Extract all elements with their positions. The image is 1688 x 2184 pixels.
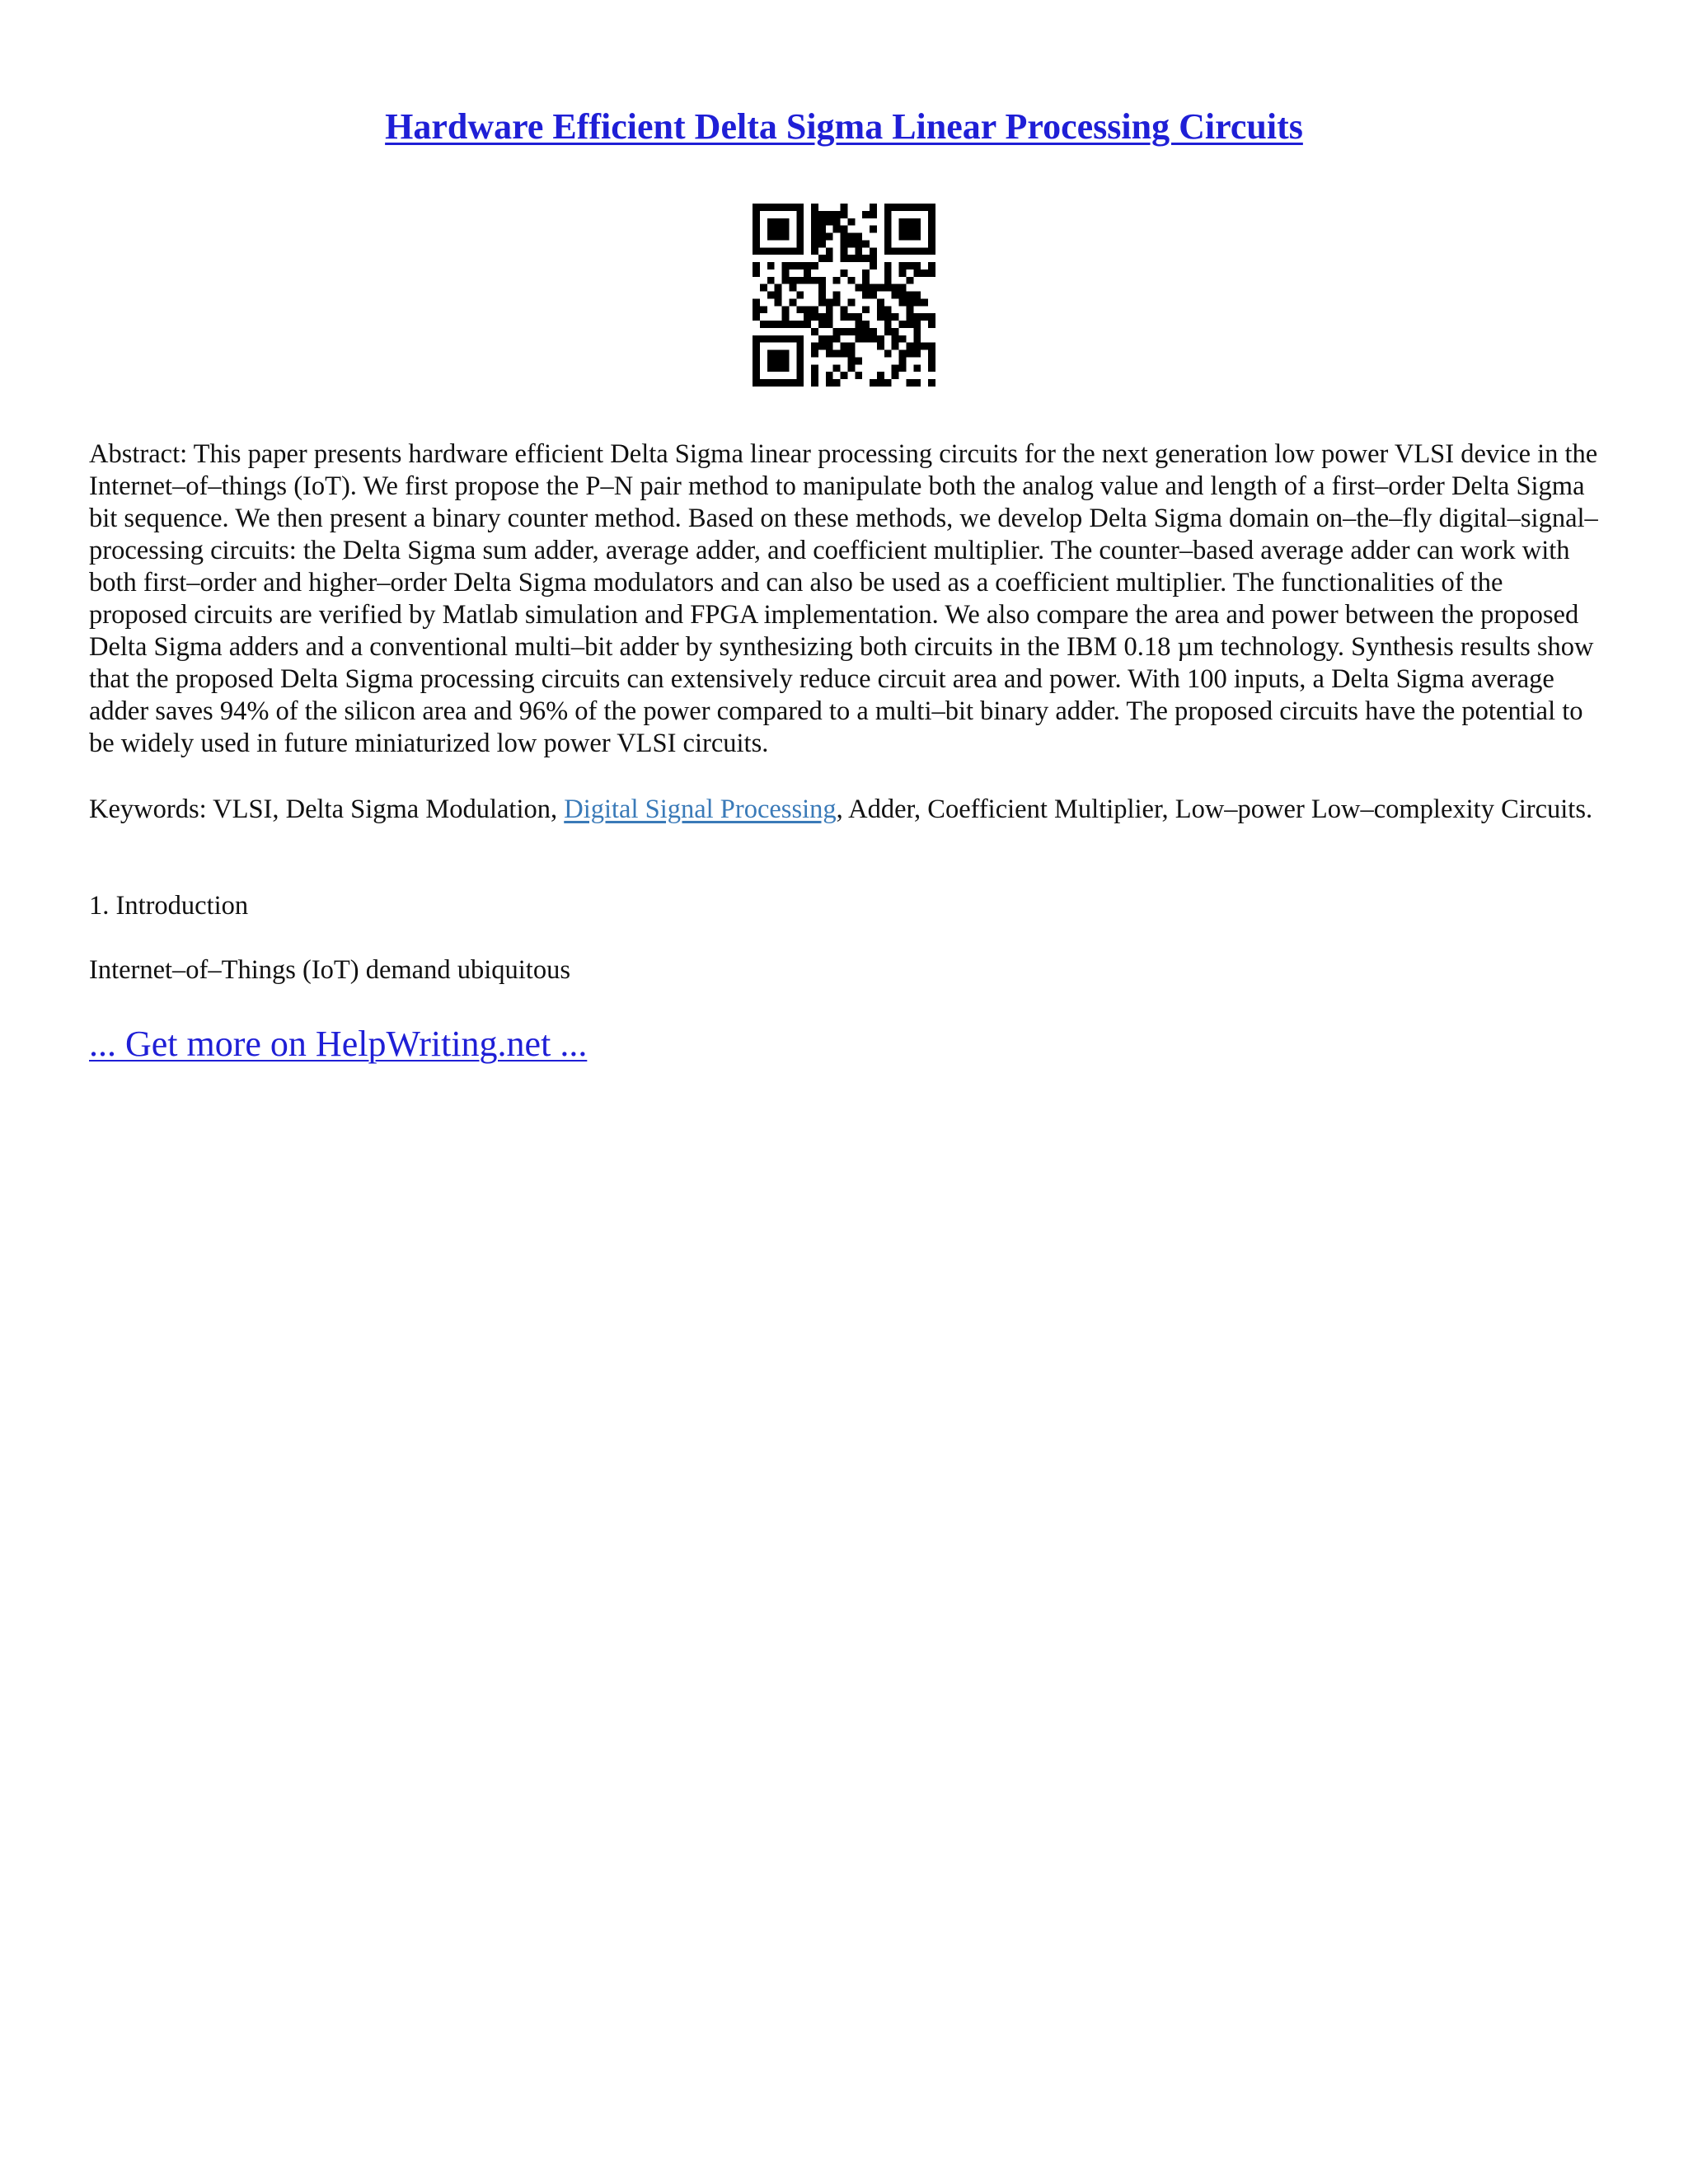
document-title (0, 102, 1688, 152)
get-more-link[interactable]: ... Get more on HelpWriting.net ... (89, 1024, 588, 1064)
qr-code-icon (753, 204, 935, 387)
abstract-paragraph: Abstract: This paper presents hardware efficient Delta Sigma linear processing circuits for the next generation low power VLSI device in the Internet–of–things (IoT). We first propose the P–N pair method to manipulate both the analog value and length of a first–order Delta Sigma bit sequence. We then present a binary counter method. Based on these methods, we develop Delta Sigma domain on–the–fly digital–signal–processing circuits: the Delta Sigma sum adder, average adder, and coefficient multiplier. The counter–based average adder can work with both first–order and higher–order Delta Sigma modulators and can also be used as a coefficient multiplier. The functionalities of the proposed circuits are verified by Matlab simulation and FPGA implementation. We also compare the area and power between the proposed Delta Sigma adders and a conventional multi–bit adder by synthesizing both circuits in the IBM 0.18 µm technology. Synthesis results show that the proposed Delta Sigma processing circuits can extensively reduce circuit area and power. With 100 inputs, a Delta Sigma average adder saves 94% of the silicon area and 96% of the power compared to a multi–bit binary adder. The proposed circuits have the potential to be widely used in future miniaturized low power VLSI circuits. (89, 439, 1598, 758)
intro-paragraph: Internet–of–Things (IoT) demand ubiquitous (89, 955, 570, 985)
digital-signal-processing-link[interactable]: Digital Signal Processing (564, 794, 837, 824)
section-heading: 1. Introduction (89, 891, 249, 921)
title-link[interactable]: Hardware Efficient Delta Sigma Linear Processing Circuits (385, 106, 1303, 147)
keywords-prefix: Keywords: VLSI, Delta Sigma Modulation, (89, 794, 565, 824)
keywords-suffix: , Adder, Coefficient Multiplier, Low–power Low–complexity Circuits. (836, 794, 1593, 824)
keywords-paragraph (89, 794, 1599, 826)
